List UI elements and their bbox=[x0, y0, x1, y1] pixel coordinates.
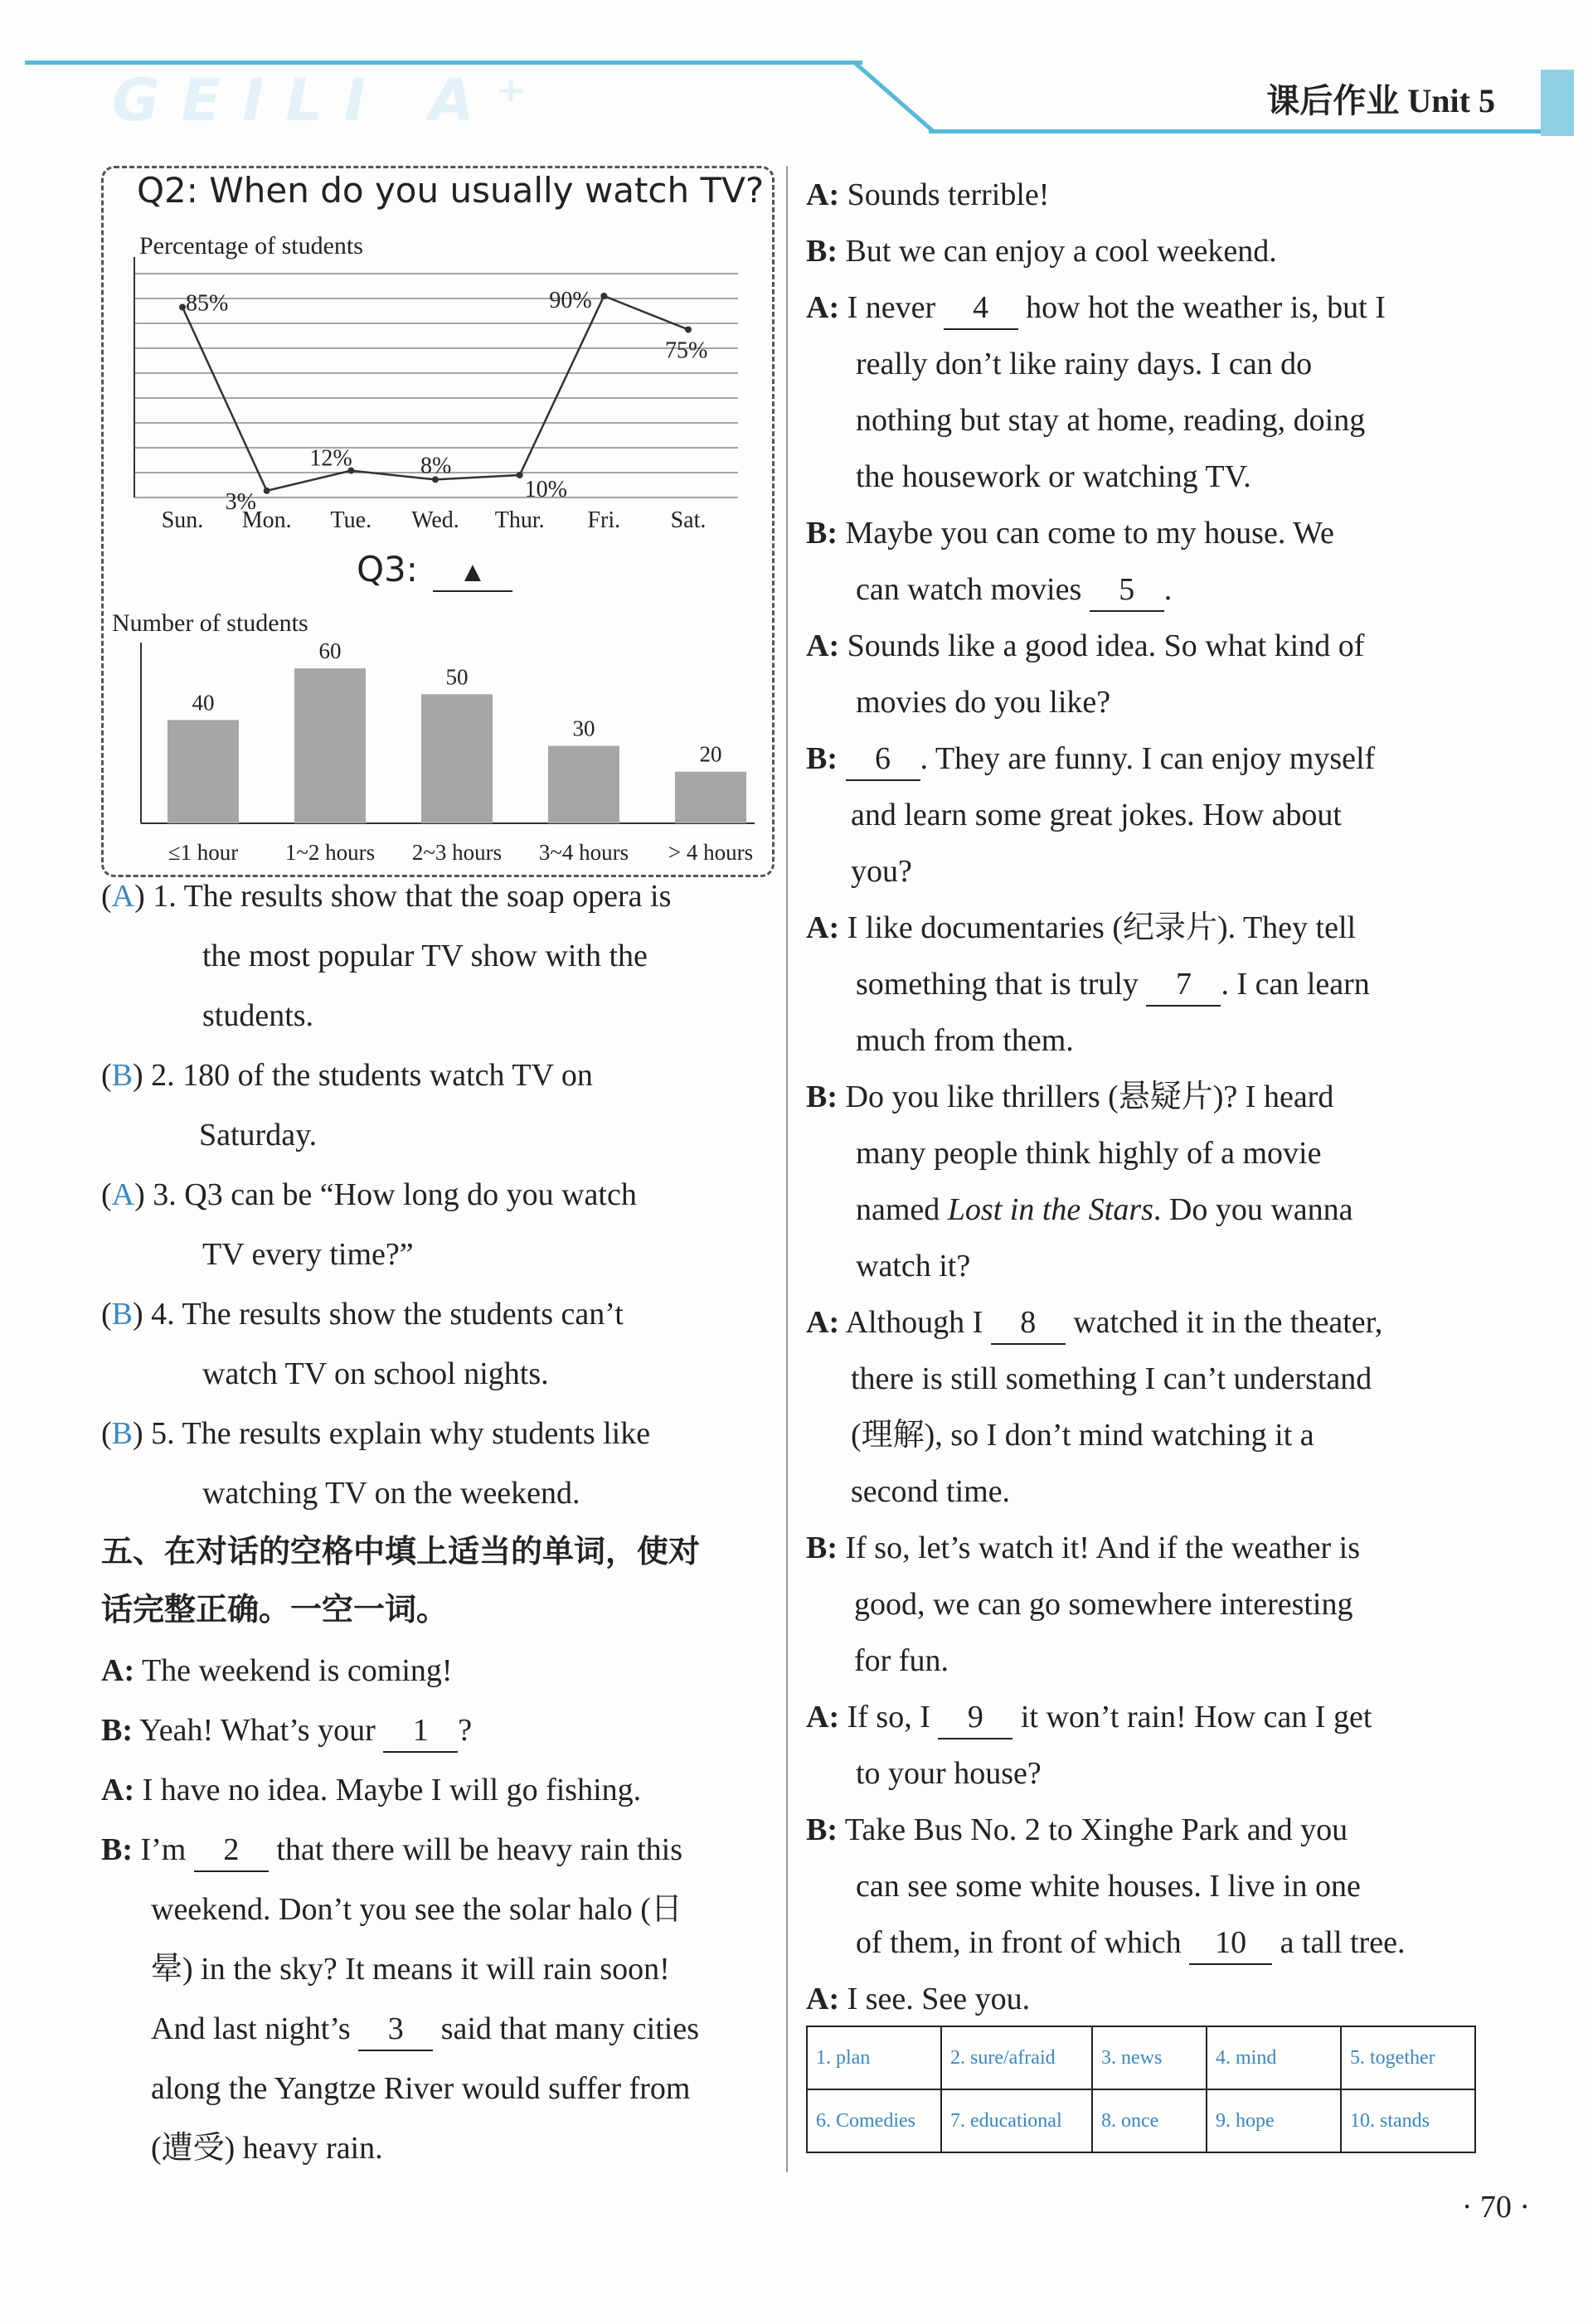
blank-3[interactable]: 3 bbox=[358, 2008, 433, 2051]
dialogue-text: to your house? bbox=[856, 1756, 1042, 1791]
dialogue-line bbox=[806, 174, 1049, 216]
dialogue-text: I see. See you. bbox=[847, 1982, 1031, 2016]
answer-1: A bbox=[111, 879, 135, 914]
bar bbox=[548, 746, 619, 823]
bar-value-label: 40 bbox=[192, 690, 215, 716]
dialogue-text: named bbox=[856, 1192, 940, 1227]
speaker-label: A: bbox=[101, 1773, 135, 1807]
line-point bbox=[685, 327, 692, 333]
dialogue-text: . I can learn bbox=[1221, 967, 1370, 1002]
dialogue-text: Take Bus No. 2 to Xinghe Park and you bbox=[844, 1812, 1348, 1847]
line-x-tick: Tue. bbox=[330, 507, 372, 533]
dialogue-text: I like documentaries (纪录片). They tell bbox=[847, 910, 1357, 945]
header-rule-left bbox=[25, 61, 862, 65]
dialogue-text: Yeah! What’s your bbox=[139, 1713, 376, 1748]
question-text: watching TV on the weekend. bbox=[202, 1476, 580, 1511]
bar-value-label: 50 bbox=[445, 664, 469, 690]
dialogue-line bbox=[806, 907, 1356, 949]
dialogue-text: . They are funny. I can enjoy myself bbox=[920, 741, 1376, 776]
dialogue-text: and learn some great jokes. How about bbox=[851, 798, 1342, 832]
line-point bbox=[264, 488, 270, 494]
bar-x-tick: 3~4 hours bbox=[538, 840, 629, 865]
line-x-tick: Thur. bbox=[494, 507, 545, 533]
line-chart-title: Q2: When do you usually watch TV? bbox=[137, 170, 765, 211]
speaker-label: B: bbox=[806, 234, 838, 269]
blank-10[interactable]: 10 bbox=[1189, 1922, 1272, 1965]
speaker-label: B: bbox=[806, 1812, 838, 1847]
line-data-label: 90% bbox=[549, 288, 592, 313]
dialogue-text: I never bbox=[847, 290, 936, 325]
answer-cell: 5. together bbox=[1341, 2026, 1475, 2089]
blank-7[interactable]: 7 bbox=[1146, 963, 1221, 1007]
table-row bbox=[807, 2026, 1475, 2089]
dialogue-text: movies do you like? bbox=[856, 685, 1111, 720]
dialogue-text: for fun. bbox=[854, 1643, 949, 1678]
question-text: watch TV on school nights. bbox=[202, 1356, 549, 1391]
dialogue-text: you? bbox=[851, 854, 912, 889]
dialogue-text: good, we can go somewhere interesting bbox=[854, 1587, 1353, 1622]
answer-cell: 8. once bbox=[1092, 2089, 1207, 2152]
answer-cell: 10. stands bbox=[1341, 2089, 1475, 2152]
section-heading: 话完整正确。一空一词。 bbox=[101, 1591, 449, 1628]
dialogue-text: (遭受) heavy rain. bbox=[151, 2131, 383, 2166]
dialogue-text: Although I bbox=[845, 1305, 983, 1340]
line-point bbox=[179, 304, 186, 311]
line-chart bbox=[116, 224, 763, 539]
dialogue-line bbox=[806, 230, 1277, 272]
question-text: 3. Q3 can be “How long do you watch bbox=[153, 1177, 637, 1212]
question-1: (A) 1. The results show that the soap opera is bbox=[101, 879, 672, 914]
dialogue-line bbox=[806, 1302, 1382, 1345]
line-x-tick: Wed. bbox=[411, 507, 459, 533]
dialogue-line bbox=[101, 1650, 453, 1691]
answer-cell: 7. educational bbox=[941, 2089, 1092, 2152]
blank-2[interactable]: 2 bbox=[194, 1829, 269, 1872]
dialogue-line bbox=[856, 1189, 1353, 1230]
dialogue-line bbox=[806, 1809, 1348, 1851]
section-heading: 五、在对话的空格中填上适当的单词，使对 bbox=[101, 1533, 701, 1570]
answer-cell: 6. Comedies bbox=[807, 2089, 941, 2152]
question-text: 2. 180 of the students watch TV on bbox=[151, 1058, 593, 1093]
dialogue-text: watch it? bbox=[856, 1249, 971, 1283]
speaker-label: A: bbox=[806, 1305, 840, 1340]
blank-8[interactable]: 8 bbox=[991, 1302, 1066, 1345]
dialogue-text: that there will be heavy rain this bbox=[276, 1832, 682, 1867]
table-row bbox=[807, 2089, 1475, 2152]
dialogue-line bbox=[806, 738, 1375, 781]
dialogue-text: But we can enjoy a cool weekend. bbox=[845, 234, 1277, 269]
bar-chart bbox=[108, 601, 763, 875]
dialogue-text: Sounds like a good idea. So what kind of bbox=[847, 628, 1365, 663]
dialogue-text: And last night’s bbox=[151, 2011, 351, 2046]
line-x-tick: Sun. bbox=[161, 507, 204, 533]
line-x-tick: Mon. bbox=[241, 507, 292, 533]
speaker-label: A: bbox=[806, 910, 840, 945]
dialogue-line bbox=[151, 2008, 699, 2051]
page-title: 课后作业 Unit 5 bbox=[1266, 82, 1495, 119]
speaker-label: B: bbox=[101, 1713, 133, 1748]
dialogue-line bbox=[806, 287, 1386, 330]
answer-2: B bbox=[111, 1058, 134, 1093]
question-text: Saturday. bbox=[199, 1118, 318, 1152]
bar bbox=[168, 720, 239, 823]
movie-title: Lost in the Stars bbox=[947, 1192, 1153, 1227]
dialogue-text: said that many cities bbox=[440, 2011, 699, 2046]
dialogue-text: can see some white houses. I live in one bbox=[856, 1869, 1361, 1904]
blank-1[interactable]: 1 bbox=[383, 1710, 458, 1753]
line-point bbox=[517, 472, 523, 478]
answer-key-table bbox=[806, 2026, 1476, 2153]
speaker-label: B: bbox=[806, 1080, 838, 1114]
line-data-label: 3% bbox=[225, 488, 256, 515]
answer-4: B bbox=[111, 1297, 134, 1332]
question-text: the most popular TV show with the bbox=[202, 939, 648, 973]
dialogue-text: really don’t like rainy days. I can do bbox=[856, 347, 1313, 381]
dialogue-text: weekend. Don’t you see the solar halo (日 bbox=[151, 1892, 682, 1927]
question-text: students. bbox=[202, 998, 314, 1033]
line-data-label: 10% bbox=[524, 477, 567, 502]
dialogue-line bbox=[806, 625, 1364, 667]
answer-cell: 9. hope bbox=[1207, 2089, 1341, 2152]
question-3: (A) 3. Q3 can be “How long do you watch bbox=[101, 1177, 637, 1212]
bar-x-tick: > 4 hours bbox=[668, 840, 754, 865]
dialogue-line bbox=[856, 963, 1370, 1007]
blank-5[interactable]: 5 bbox=[1090, 569, 1164, 612]
bar-x-tick: 2~3 hours bbox=[411, 840, 503, 865]
speaker-label: B: bbox=[806, 516, 838, 551]
question-text: 4. The results show the students can’t bbox=[151, 1297, 624, 1332]
page-number: · 70 · bbox=[1461, 2190, 1530, 2225]
header-rule-right bbox=[929, 129, 1559, 133]
dialogue-line bbox=[101, 1710, 472, 1753]
dialogue-text: along the Yangtze River would suffer from bbox=[151, 2071, 691, 2106]
dialogue-text: ? bbox=[458, 1713, 473, 1748]
dialogue-line bbox=[806, 1527, 1360, 1569]
speaker-label: A: bbox=[806, 1982, 840, 2016]
dialogue-text: it won’t rain! How can I get bbox=[1020, 1700, 1372, 1735]
bar-value-label: 60 bbox=[318, 638, 342, 664]
dialogue-text: I have no idea. Maybe I will go fishing. bbox=[142, 1773, 642, 1807]
line-x-tick: Fri. bbox=[587, 507, 621, 533]
dialogue-text: much from them. bbox=[856, 1023, 1074, 1058]
dialogue-text: second time. bbox=[851, 1474, 1011, 1509]
dialogue-text: nothing but stay at home, reading, doing bbox=[856, 403, 1366, 438]
answer-cell: 4. mind bbox=[1207, 2026, 1341, 2089]
speaker-label: A: bbox=[806, 290, 840, 325]
dialogue-text: there is still something I can’t understand bbox=[851, 1361, 1372, 1396]
q3-blank: ▲ bbox=[433, 557, 512, 592]
dialogue-text: Sounds terrible! bbox=[847, 177, 1050, 212]
dialogue-text: something that is truly bbox=[856, 967, 1139, 1002]
dialogue-text: (理解), so I don’t mind watching it a bbox=[851, 1418, 1314, 1453]
dialogue-text: of them, in front of which bbox=[856, 1925, 1182, 1960]
speaker-label: B: bbox=[806, 741, 838, 776]
bar bbox=[421, 694, 493, 823]
bar bbox=[294, 668, 366, 823]
dialogue-line bbox=[101, 1829, 682, 1872]
speaker-label: A: bbox=[806, 177, 840, 212]
line-data-label: 85% bbox=[186, 290, 229, 317]
dialogue-text: . Do you wanna bbox=[1153, 1192, 1353, 1227]
question-2: (B) 2. 180 of the students watch TV on bbox=[101, 1058, 593, 1093]
question-5: (B) 5. The results explain why students like bbox=[101, 1416, 651, 1451]
dialogue-text: the housework or watching TV. bbox=[856, 459, 1251, 494]
dialogue-text: how hot the weather is, but I bbox=[1026, 290, 1386, 325]
bar-value-label: 20 bbox=[699, 741, 722, 767]
answer-cell: 3. news bbox=[1092, 2026, 1207, 2089]
column-divider bbox=[786, 166, 788, 2172]
line-x-tick: Sat. bbox=[670, 507, 707, 533]
dialogue-line bbox=[806, 1696, 1372, 1739]
answer-cell: 1. plan bbox=[807, 2026, 941, 2089]
dialogue-text: can watch movies bbox=[856, 572, 1082, 607]
dialogue-text: I’m bbox=[140, 1832, 187, 1867]
speaker-label: B: bbox=[101, 1832, 133, 1867]
bar-chart-title: Q3: bbox=[357, 549, 418, 589]
dialogue-text: Maybe you can come to my house. We bbox=[845, 516, 1334, 551]
line-data-label: 12% bbox=[309, 445, 352, 472]
bar-x-tick: ≤1 hour bbox=[168, 840, 239, 865]
dialogue-text: If so, let’s watch it! And if the weather is bbox=[845, 1531, 1361, 1565]
dialogue-text: If so, I bbox=[847, 1700, 930, 1735]
dialogue-line bbox=[806, 1076, 1333, 1118]
line-data-label: 8% bbox=[420, 453, 452, 479]
dialogue-text: a tall tree. bbox=[1280, 1925, 1406, 1960]
dialogue-line bbox=[806, 1978, 1030, 2020]
dialogue-line bbox=[856, 1922, 1405, 1965]
dialogue-text: 晕) in the sky? It means it will rain soon! bbox=[151, 1952, 670, 1987]
dialogue-text: . bbox=[1163, 572, 1173, 607]
question-4: (B) 4. The results show the students can’t bbox=[101, 1297, 624, 1332]
dialogue-line bbox=[856, 569, 1172, 612]
dialogue-text: watched it in the theater, bbox=[1073, 1305, 1383, 1340]
line-data-label: 75% bbox=[665, 337, 708, 364]
line-point bbox=[600, 293, 607, 299]
blank-6[interactable]: 6 bbox=[846, 738, 920, 781]
dialogue-line bbox=[806, 512, 1334, 554]
question-text: TV every time?” bbox=[202, 1237, 414, 1272]
header-tab bbox=[1541, 70, 1574, 136]
dialogue-text: many people think highly of a movie bbox=[856, 1136, 1322, 1171]
header-rule-diagonal bbox=[854, 55, 954, 138]
speaker-label: B: bbox=[806, 1531, 838, 1565]
bar-value-label: 30 bbox=[572, 716, 595, 741]
answer-5: B bbox=[111, 1416, 134, 1451]
bar bbox=[675, 772, 746, 823]
answer-cell: 2. sure/afraid bbox=[941, 2026, 1092, 2089]
bar-chart-ylabel: Number of students bbox=[112, 609, 308, 637]
question-text: 5. The results explain why students like bbox=[151, 1416, 651, 1451]
speaker-label: A: bbox=[806, 1700, 840, 1735]
blank-9[interactable]: 9 bbox=[938, 1696, 1013, 1739]
speaker-label: A: bbox=[806, 628, 840, 663]
dialogue-text: Do you like thrillers (悬疑片)? I heard bbox=[845, 1080, 1334, 1114]
watermark: GEILI A⁺ bbox=[112, 66, 548, 134]
dialogue-text: The weekend is coming! bbox=[141, 1653, 453, 1688]
dialogue-line bbox=[101, 1769, 641, 1811]
line-chart-ylabel: Percentage of students bbox=[139, 232, 363, 260]
bar-x-tick: 1~2 hours bbox=[284, 840, 376, 865]
speaker-label: A: bbox=[101, 1653, 135, 1688]
blank-4[interactable]: 4 bbox=[944, 287, 1018, 330]
answer-3: A bbox=[111, 1177, 135, 1212]
question-text: 1. The results show that the soap opera is bbox=[153, 879, 672, 914]
